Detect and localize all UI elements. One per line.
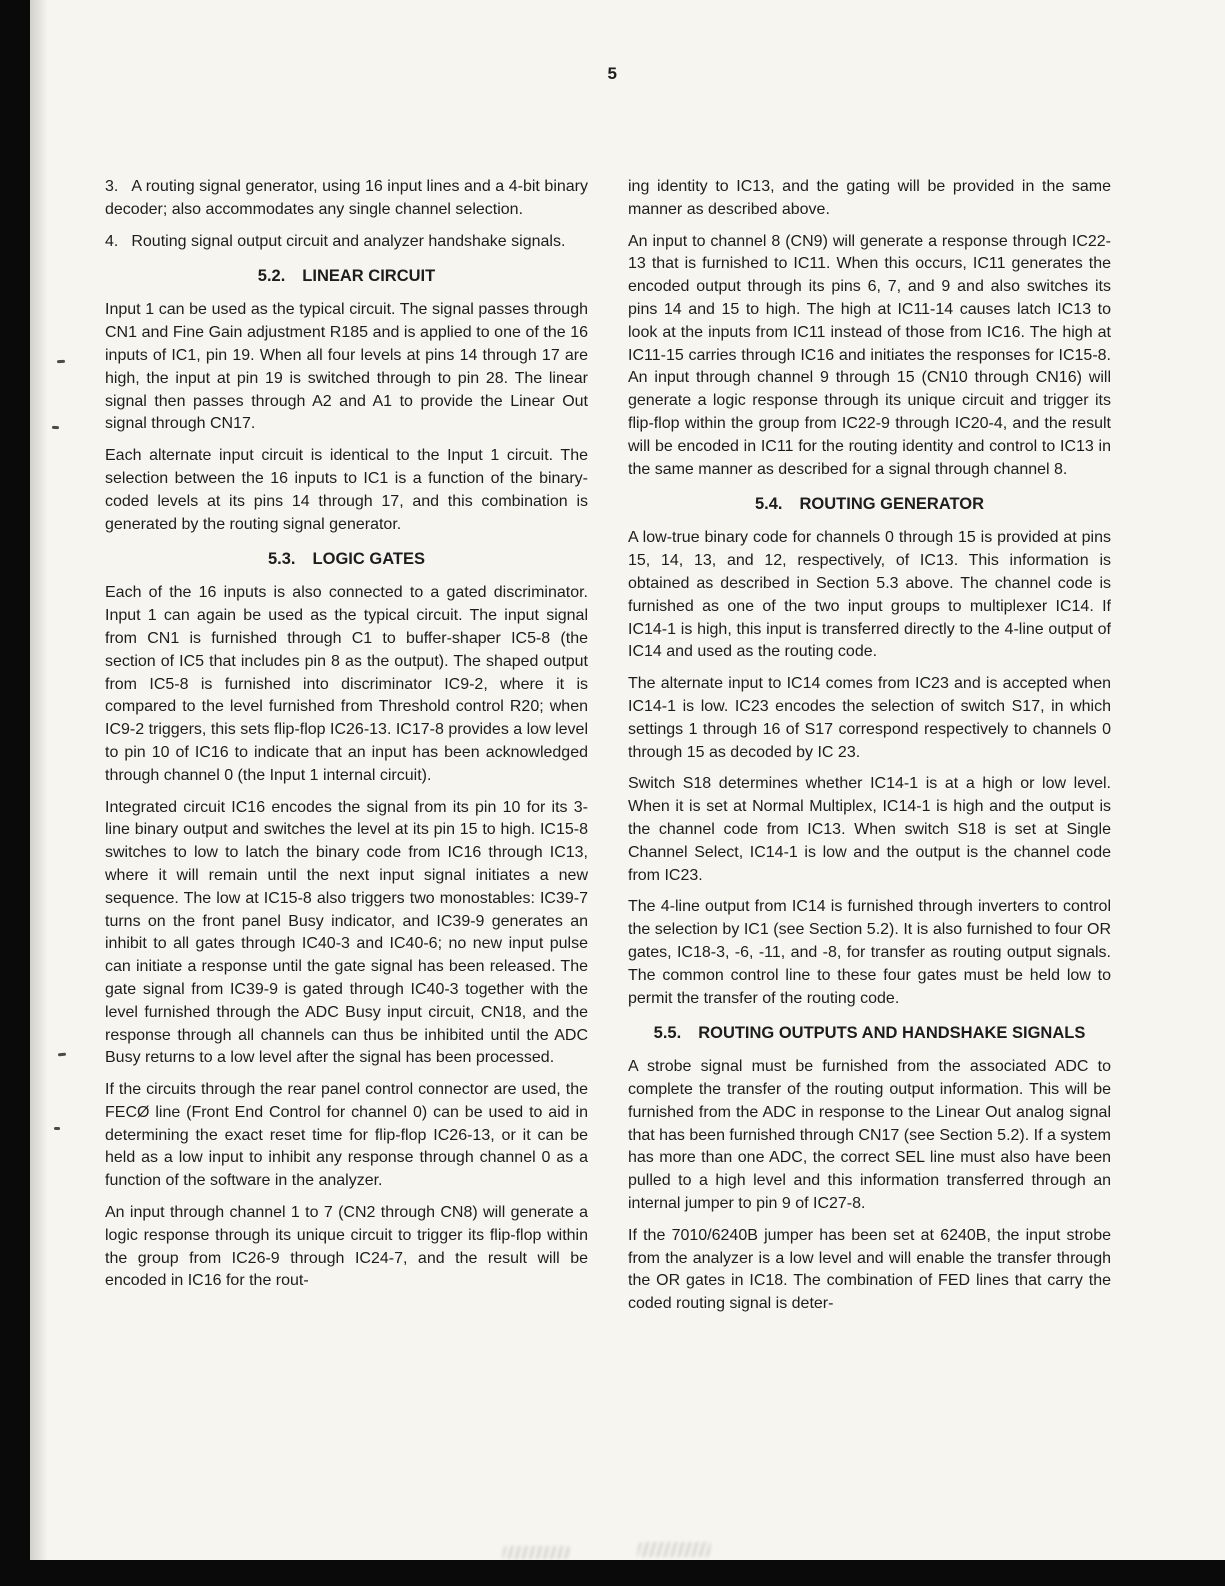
section-heading-5-3 xyxy=(105,548,588,571)
paragraph: Each of the 16 inputs is also connected to a gated discriminator. Input 1 can again be used as the typical circuit. The input signal from CN1 is furnished through C1 to buffer-shaper IC5-8 (the section of IC5 that includes pin 8 as the output). The shaped output from IC5-8 is furnished into discriminator IC9-2, where it is compared to the level furnished from Threshold control R20; when IC9-2 triggers, this sets flip-flop IC26-13. IC17-8 provides a low level to pin 10 of IC16 to indicate that an input has been acknowledged through channel 0 (the Input 1 internal circuit). xyxy=(105,584,588,784)
section-title: LOGIC GATES xyxy=(312,550,425,569)
section-number: 5.5. xyxy=(653,1024,682,1043)
section-title: ROUTING GENERATOR xyxy=(799,495,985,514)
paragraph: The 4-line output from IC14 is furnished through inverters to control the selection by IC1 (see Section 5.2). It is also furnished to four OR gates, IC18-3, -6, -11, and -8, for transfer as routing output signals. The common control line to these four gates must be held low to permit the transfer of the routing code. xyxy=(628,898,1111,1007)
left-column xyxy=(105,176,588,1302)
scan-border-bottom xyxy=(0,1560,1225,1586)
section-title: ROUTING OUTPUTS AND HANDSHAKE SIGNALS xyxy=(698,1024,1086,1043)
paragraph: ing identity to IC13, and the gating will be provided in the same manner as described above. xyxy=(628,178,1111,218)
paragraph: Integrated circuit IC16 encodes the signal from its pin 10 for its 3-line binary output and switches the level at its pin 15 to high. IC15-8 switches to low to latch the binary code from IC16 through IC13, where it will remain until the next input signal initiates a new sequence. The low at IC15-8 also triggers two monostables: IC39-7 turns on the front panel Busy indicator, and IC39-9 generates an inhibit to all gates through IC40-3 and IC40-6; no new input pulse can initiate a response until the gate signal has been released. The gate signal from IC39-9 is gated through IC40-3 together with the level furnished through the ADC Busy input circuit, CN18, and the response through all channels can thus be inhibited until the ADC Busy returns to a low level after the signal has been processed. xyxy=(105,798,588,1067)
paragraph: Input 1 can be used as the typical circuit. The signal passes through CN1 and Fine Gain adjustment R185 and is applied to one of the 16 inputs of IC1, pin 19. When all four levels at pins 14 through 17 are high, the input at pin 19 is switched through to pin 28. The linear signal then passes through A2 and A1 to provide the Linear Out signal through CN17. xyxy=(105,301,588,433)
page-number: 5 xyxy=(607,64,618,83)
list-item-text: Routing signal output circuit and analyzer handshake signals. xyxy=(131,232,566,250)
section-heading-5-2 xyxy=(105,265,588,288)
section-number: 5.3. xyxy=(268,550,296,569)
section-heading-5-4 xyxy=(628,493,1111,516)
paragraph: An input to channel 8 (CN9) will generate a response through IC22-13 that is furnished to IC11. When this occurs, IC11 generates the encoded output through its pins 6, 7, and 9 and also switches its pins 14 and 15 to high. The high at IC11-14 causes latch IC13 to look at the inputs from IC11 instead of those from IC16. The high at IC11-15 carries through IC16 and initiates the responses for IC15-8. An input through channel 9 through 15 (CN10 through CN16) will generate a logic response through its unique circuit and trigger its flip-flop within the group from IC22-9 through IC20-4, and the result will be encoded in IC11 for the routing identity and control to IC13 in the same manner as described for a signal through channel 8. xyxy=(628,232,1111,478)
section-title: LINEAR CIRCUIT xyxy=(302,267,436,286)
paragraph: Each alternate input circuit is identical to the Input 1 circuit. The selection between the 16 inputs to IC1 is a function of the binary-coded levels at its pins 14 through 17, and this combination is generated by the routing signal generator. xyxy=(105,447,588,533)
paragraph: An input through channel 1 to 7 (CN2 through CN8) will generate a logic response through its unique circuit to trigger its flip-flop within the group from IC26-9 through IC24-7, and the result will be encoded in IC16 for the rout- xyxy=(105,1204,588,1290)
list-item xyxy=(105,176,588,222)
paragraph: A strobe signal must be furnished from the associated ADC to complete the transfer of the routing output information. This will be furnished from the ADC in response to the Linear Out analog signal that has been furnished through CN17 (see Section 5.2). If a system has more than one ADC, the correct SEL line must also have been pulled to a high level and this information transferred through an internal jumper to pin 9 of IC27-8. xyxy=(628,1058,1111,1213)
list-item-number: 3. xyxy=(105,178,119,195)
paragraph: If the circuits through the rear panel control connector are used, the FECØ line (Front End Control for channel 0) can be used to aid in determining the exact reset time for flip-flop IC26-13, or it can be held as a low input to inhibit any response through channel 0 as a function of the software in the analyzer. xyxy=(105,1081,588,1190)
paragraph: The alternate input to IC14 comes from IC23 and is accepted when IC14-1 is low. IC23 encodes the selection of switch S17, in which settings 1 through 16 of S17 correspond respectively to channels 0 through 15 as decoded by IC 23. xyxy=(628,675,1111,761)
right-column xyxy=(628,176,1111,1325)
margin-mark xyxy=(52,426,59,429)
list-item-text: A routing signal generator, using 16 input lines and a 4-bit binary decoder; also accommodates any single channel selection. xyxy=(105,178,588,218)
section-heading-5-5 xyxy=(628,1022,1111,1045)
paragraph: If the 7010/6240B jumper has been set at 6240B, the input strobe from the analyzer is a low level and will enable the transfer through the OR gates in IC18. The combination of FED lines that carry the coded routing signal is deter- xyxy=(628,1226,1111,1313)
scan-smudge xyxy=(637,1542,712,1557)
list-item-number: 4. xyxy=(105,232,119,250)
scan-smudge xyxy=(502,1546,570,1559)
margin-mark xyxy=(57,360,65,364)
paragraph: A low-true binary code for channels 0 through 15 is provided at pins 15, 14, 13, and 12, respectively, of IC13. This information is obtained as described in Section 5.3 above. The channel code is furnished as one of the two input groups to multiplexer IC14. If IC14-1 is high, this input is transferred directly to the 4-line output of IC14 and used as the routing code. xyxy=(628,529,1111,661)
paragraph: Switch S18 determines whether IC14-1 is at a high or low level. When it is set at Normal Multiplex, IC14-1 is high and the output is the channel code from IC13. When switch S18 is set at Single Channel Select, IC14-1 is low and the output is the channel code from IC23. xyxy=(628,775,1111,884)
scan-shadow xyxy=(30,0,48,1586)
section-number: 5.2. xyxy=(257,267,286,286)
margin-mark xyxy=(58,1053,66,1057)
margin-mark xyxy=(54,1127,60,1130)
section-number: 5.4. xyxy=(754,495,783,514)
scan-border-left xyxy=(0,0,30,1586)
list-item xyxy=(105,231,588,254)
